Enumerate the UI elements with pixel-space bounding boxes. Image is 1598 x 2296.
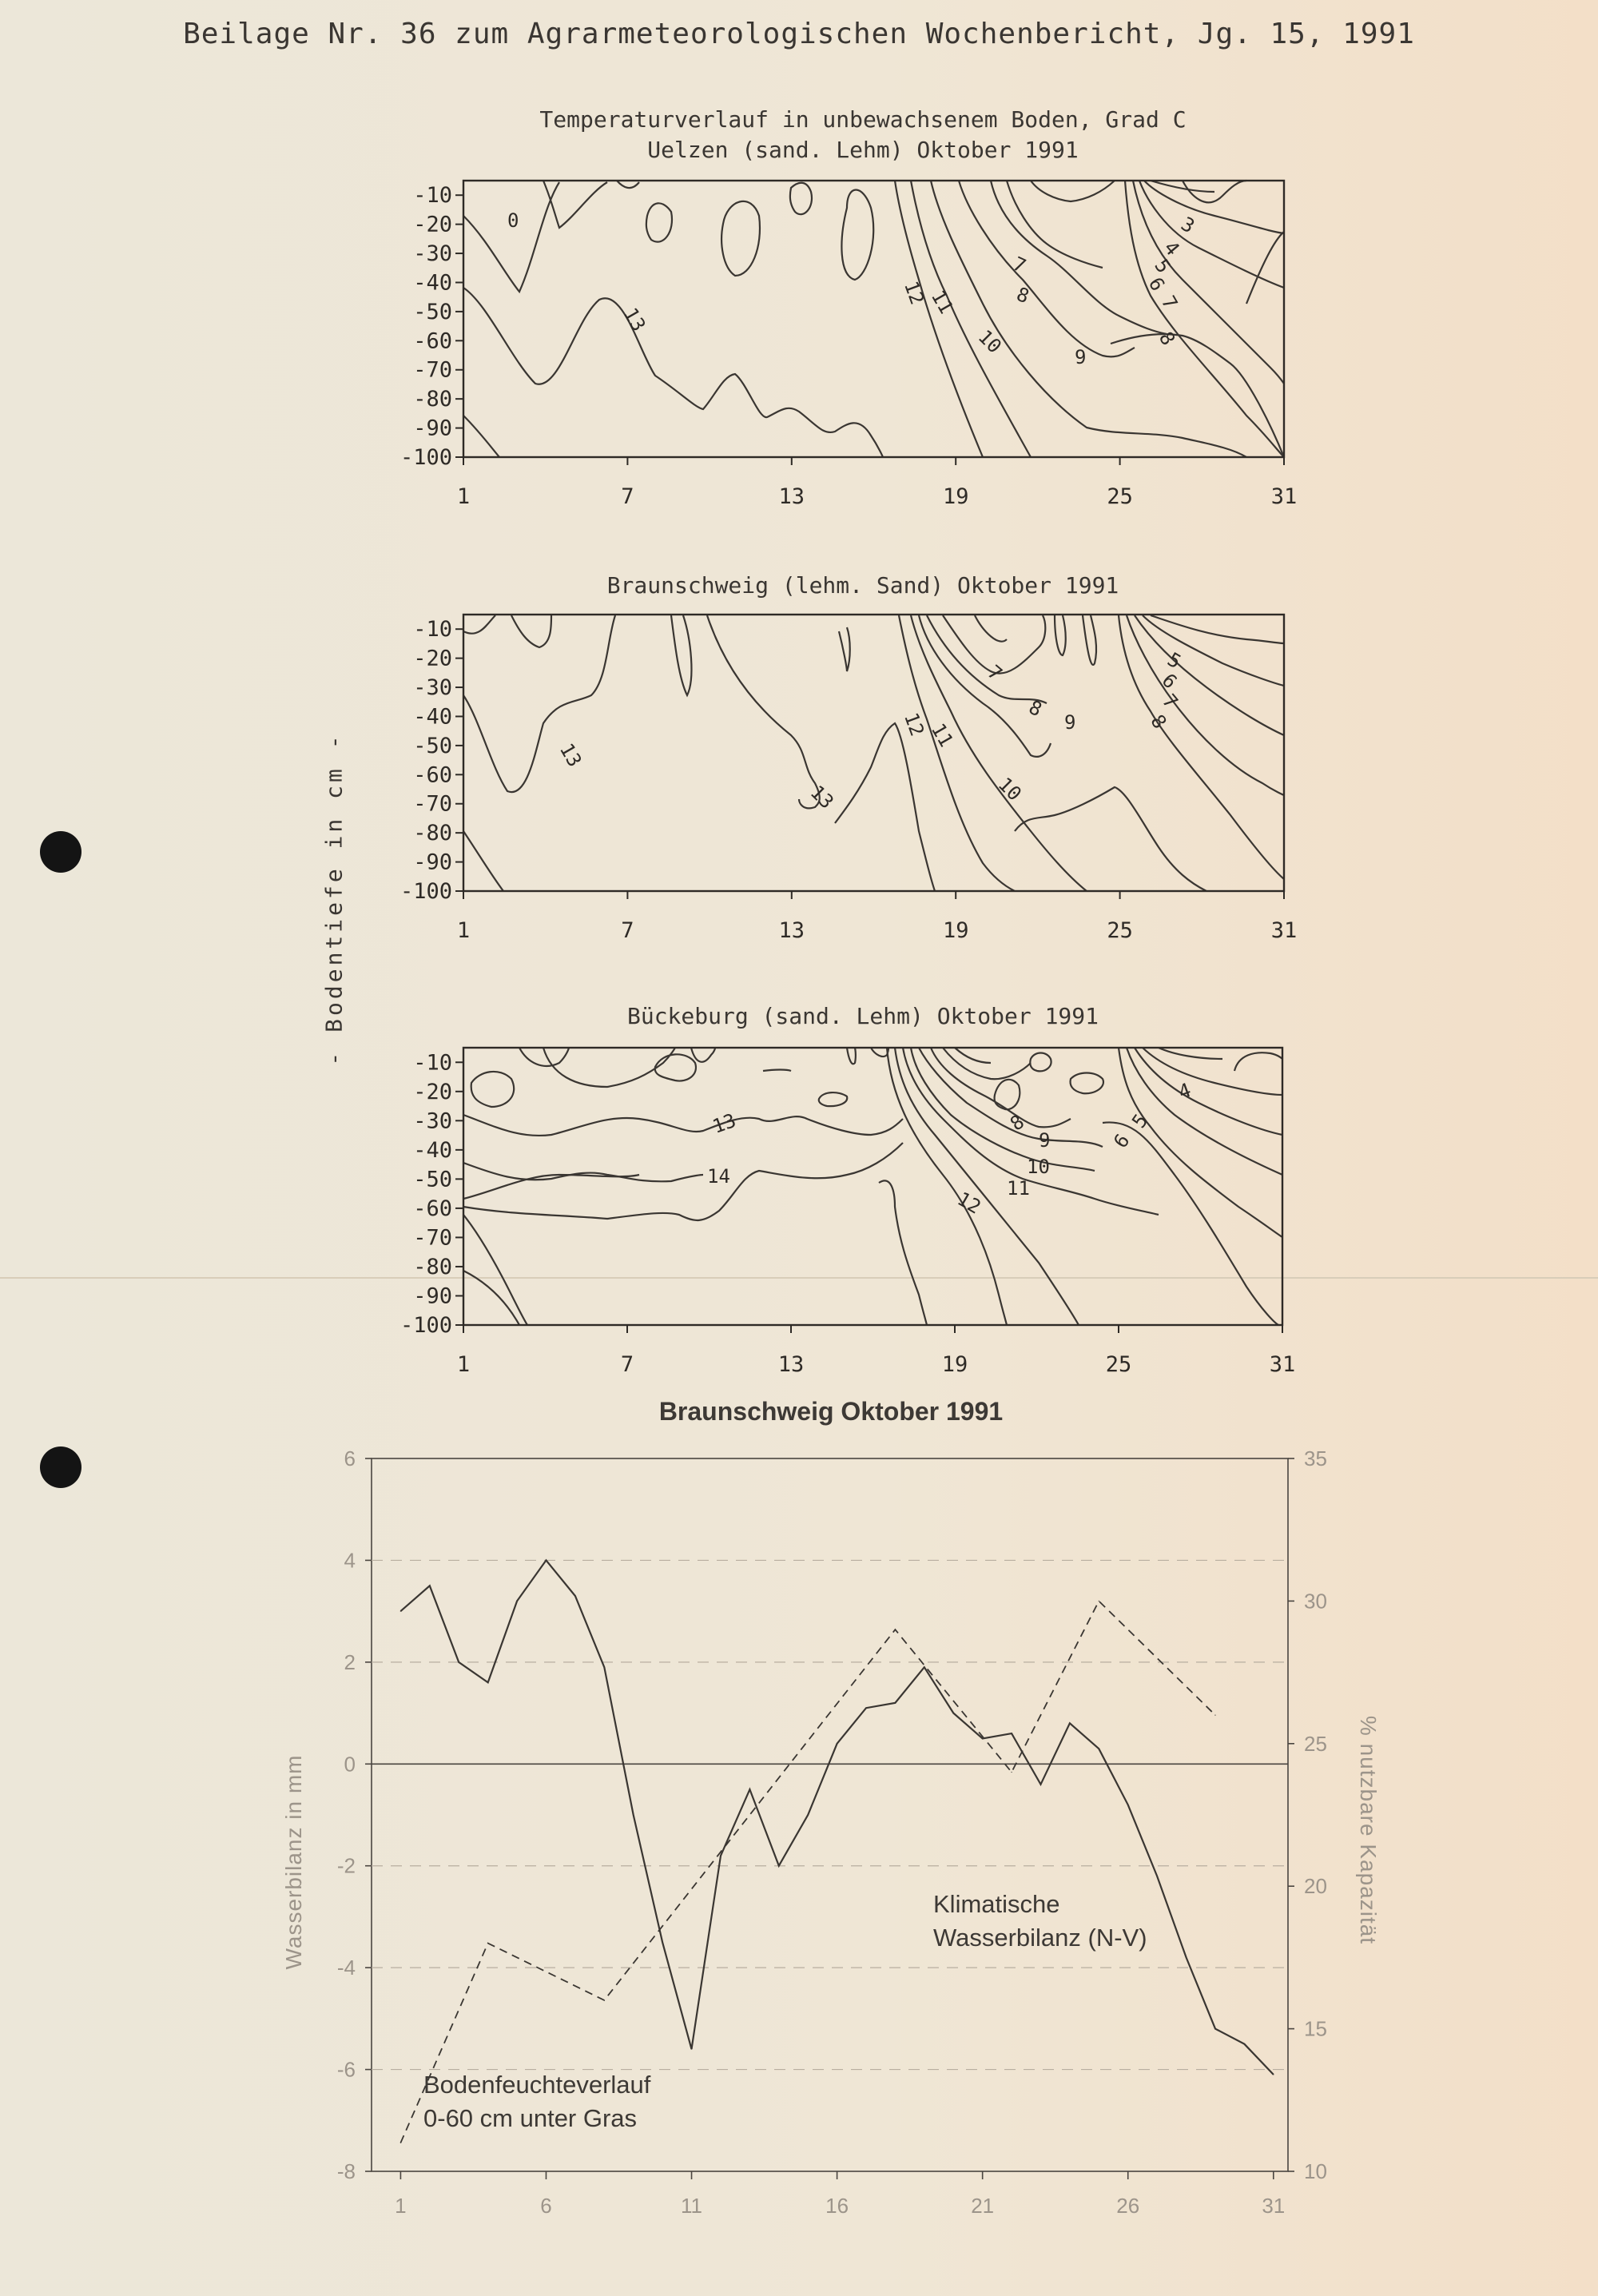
svg-text:11: 11 xyxy=(926,286,958,318)
svg-text:4: 4 xyxy=(1159,237,1184,261)
series-point xyxy=(1040,1784,1041,1785)
chart4-title: Braunschweig Oktober 1991 xyxy=(658,1397,1004,1426)
series-point xyxy=(1011,1772,1012,1773)
svg-text:13: 13 xyxy=(555,739,586,771)
series-point xyxy=(749,1789,750,1790)
y-tick-label: -50 xyxy=(413,733,452,758)
series-point xyxy=(633,1814,634,1815)
svg-text:13: 13 xyxy=(805,781,838,814)
x-tick-label: 31 xyxy=(1269,1352,1296,1377)
y-left-tick-label: 4 xyxy=(344,1548,356,1573)
series-point xyxy=(516,1601,517,1602)
y-right-tick-label: 25 xyxy=(1304,1731,1327,1756)
svg-text:7: 7 xyxy=(1156,292,1183,313)
x-tick-label: 7 xyxy=(621,484,634,509)
series-line-wasserbilanz xyxy=(400,1560,1273,2074)
series-point xyxy=(1186,1957,1187,1958)
y-tick-label: -80 xyxy=(413,821,452,846)
x-tick-label: 31 xyxy=(1270,484,1298,509)
y-tick-label: -70 xyxy=(413,1225,452,1251)
series-point xyxy=(1244,2043,1245,2044)
svg-text:12: 12 xyxy=(899,278,929,308)
y-right-tick-label: 10 xyxy=(1304,2159,1327,2183)
svg-text:10: 10 xyxy=(993,773,1026,806)
x-tick-label: 19 xyxy=(941,1352,968,1377)
y-right-tick-label: 30 xyxy=(1304,1589,1327,1614)
y-tick-label: -50 xyxy=(413,299,452,324)
series-point xyxy=(400,1611,401,1612)
y-right-tick-label: 35 xyxy=(1304,1446,1327,1470)
chart3-title: Bückeburg (sand. Lehm) Oktober 1991 xyxy=(626,1003,1099,1029)
series-point xyxy=(1214,2028,1215,2029)
y-tick-label: -40 xyxy=(413,270,452,296)
series-point xyxy=(691,2048,692,2049)
x-tick-label: 7 xyxy=(621,918,634,943)
x-tick-label: 21 xyxy=(971,2194,995,2218)
series-point xyxy=(1273,2074,1274,2075)
svg-text:3: 3 xyxy=(1177,212,1198,238)
y-tick-label: -10 xyxy=(413,1050,452,1076)
x-tick-label: 25 xyxy=(1105,1352,1132,1377)
svg-text:7: 7 xyxy=(1009,252,1030,278)
y-right-tick-label: 15 xyxy=(1304,2016,1327,2041)
x-tick-label: 1 xyxy=(456,918,471,943)
svg-text:6: 6 xyxy=(1157,669,1182,694)
x-tick-label: 25 xyxy=(1107,484,1133,509)
y-tick-label: -100 xyxy=(400,445,452,470)
svg-text:12: 12 xyxy=(899,710,929,739)
annotation-bodenfeuchte xyxy=(423,2068,759,2135)
x-tick-label: 1 xyxy=(456,1352,471,1377)
svg-text:9: 9 xyxy=(1064,711,1076,734)
y-left-tick-label: -4 xyxy=(336,1956,356,1980)
y-left-tick-label: 0 xyxy=(344,1752,356,1777)
x-tick-label: 19 xyxy=(942,484,969,509)
y-tick-label: -70 xyxy=(413,357,452,383)
x-tick-label: 31 xyxy=(1270,918,1298,943)
x-tick-label: 13 xyxy=(777,1352,805,1377)
series-point xyxy=(487,1943,488,1944)
y-tick-label: -30 xyxy=(413,1108,452,1134)
svg-text:8: 8 xyxy=(1025,695,1046,722)
svg-text:11: 11 xyxy=(1007,1177,1030,1200)
svg-text:5: 5 xyxy=(1150,255,1175,278)
x-tick-label: 1 xyxy=(456,484,471,509)
svg-text:10: 10 xyxy=(1027,1156,1050,1178)
series-point xyxy=(808,1814,809,1815)
svg-text:7: 7 xyxy=(1157,690,1183,714)
svg-text:14: 14 xyxy=(707,1165,730,1188)
chart4-plot-frame xyxy=(372,1458,1288,2171)
y-tick-label: -90 xyxy=(413,416,452,441)
series-point xyxy=(895,1702,896,1703)
x-tick-label: 31 xyxy=(1262,2194,1286,2218)
x-tick-label: 6 xyxy=(540,2194,552,2218)
y-tick-label: -100 xyxy=(400,879,452,904)
y-tick-label: -60 xyxy=(413,762,452,788)
x-tick-label: 16 xyxy=(825,2194,849,2218)
svg-text:13: 13 xyxy=(618,304,650,336)
x-tick-label: 11 xyxy=(681,2194,703,2218)
svg-text:6: 6 xyxy=(1109,1129,1135,1152)
y-left-tick-label: -2 xyxy=(336,1853,356,1878)
series-point xyxy=(1069,1723,1070,1724)
y-tick-label: -30 xyxy=(413,241,452,267)
svg-text:8: 8 xyxy=(1013,282,1032,308)
svg-text:6: 6 xyxy=(1143,273,1170,295)
y-left-tick-label: -6 xyxy=(336,2057,356,2082)
y-tick-label: -10 xyxy=(413,617,452,643)
annotation-line: Wasserbilanz (N-V) xyxy=(933,1924,1147,1952)
annotation-line: Bodenfeuchteverlauf xyxy=(423,2071,651,2099)
series-point xyxy=(574,1595,575,1596)
y-tick-label: -30 xyxy=(413,675,452,701)
page-header: Beilage Nr. 36 zum Agrarmeteorologischen Wochenbericht, Jg. 15, 1991 xyxy=(183,18,1415,50)
x-tick-label: 13 xyxy=(778,918,805,943)
series-point xyxy=(720,1855,721,1856)
series-point xyxy=(546,1560,547,1561)
y-tick-label: -60 xyxy=(413,1196,452,1221)
y-left-tick-label: 2 xyxy=(344,1649,356,1674)
y-left-tick-label: -8 xyxy=(336,2159,356,2183)
svg-text:10: 10 xyxy=(973,325,1006,358)
series-point xyxy=(865,1708,866,1709)
y-tick-label: -60 xyxy=(413,328,452,354)
annotation-line: 0-60 cm unter Gras xyxy=(423,2104,638,2132)
y-right-tick-label: 20 xyxy=(1304,1874,1327,1899)
y-tick-label: -100 xyxy=(400,1313,452,1338)
svg-text:8: 8 xyxy=(1146,710,1171,734)
series-point xyxy=(982,1738,983,1739)
y-tick-label: -90 xyxy=(413,1283,452,1309)
svg-text:8: 8 xyxy=(1154,328,1180,349)
y-tick-label: -20 xyxy=(413,212,452,237)
annotation-klimatische xyxy=(933,1888,1253,1955)
annotation-line: Klimatische xyxy=(933,1890,1060,1918)
svg-text:8: 8 xyxy=(1006,1110,1029,1136)
svg-text:4: 4 xyxy=(1175,1078,1195,1104)
y-tick-label: -90 xyxy=(413,850,452,875)
series-point xyxy=(487,1682,488,1683)
y-tick-label: -40 xyxy=(413,704,452,730)
x-tick-label: 13 xyxy=(778,484,805,509)
svg-text:13: 13 xyxy=(710,1108,739,1139)
y-tick-label: -50 xyxy=(413,1167,452,1192)
series-point xyxy=(604,1667,605,1668)
svg-text:11: 11 xyxy=(926,719,958,751)
chart2-title: Braunschweig (lehm. Sand) Oktober 1991 xyxy=(606,572,1119,599)
y-tick-label: -80 xyxy=(413,387,452,412)
series-point xyxy=(662,1942,663,1943)
y-tick-label: -20 xyxy=(413,1079,452,1104)
y-tick-label: -80 xyxy=(413,1254,452,1279)
y-tick-label: -10 xyxy=(413,183,452,209)
y-tick-label: -40 xyxy=(413,1137,452,1163)
svg-text:9: 9 xyxy=(1075,346,1087,368)
series-line-bodenfeuchte xyxy=(400,1601,1215,2143)
x-tick-label: 1 xyxy=(395,2194,407,2218)
x-tick-label: 26 xyxy=(1116,2194,1140,2218)
series-point xyxy=(778,1865,779,1866)
svg-text:0: 0 xyxy=(507,209,519,232)
svg-text:5: 5 xyxy=(1127,1109,1153,1132)
svg-text:7: 7 xyxy=(983,660,1007,686)
x-tick-label: 7 xyxy=(620,1352,634,1377)
x-tick-label: 19 xyxy=(942,918,969,943)
svg-text:5: 5 xyxy=(1163,647,1185,674)
svg-text:9: 9 xyxy=(1039,1129,1051,1152)
y-left-tick-label: 6 xyxy=(344,1446,356,1470)
chart1-subtitle: Uelzen (sand. Lehm) Oktober 1991 xyxy=(647,137,1079,163)
series-point xyxy=(1214,1715,1215,1716)
svg-text:12: 12 xyxy=(953,1187,985,1219)
x-tick-label: 25 xyxy=(1107,918,1133,943)
y-tick-label: -20 xyxy=(413,646,452,671)
chart1-title: Temperaturverlauf in unbewachsenem Boden, Grad C xyxy=(539,106,1187,133)
y-tick-label: -70 xyxy=(413,791,452,817)
